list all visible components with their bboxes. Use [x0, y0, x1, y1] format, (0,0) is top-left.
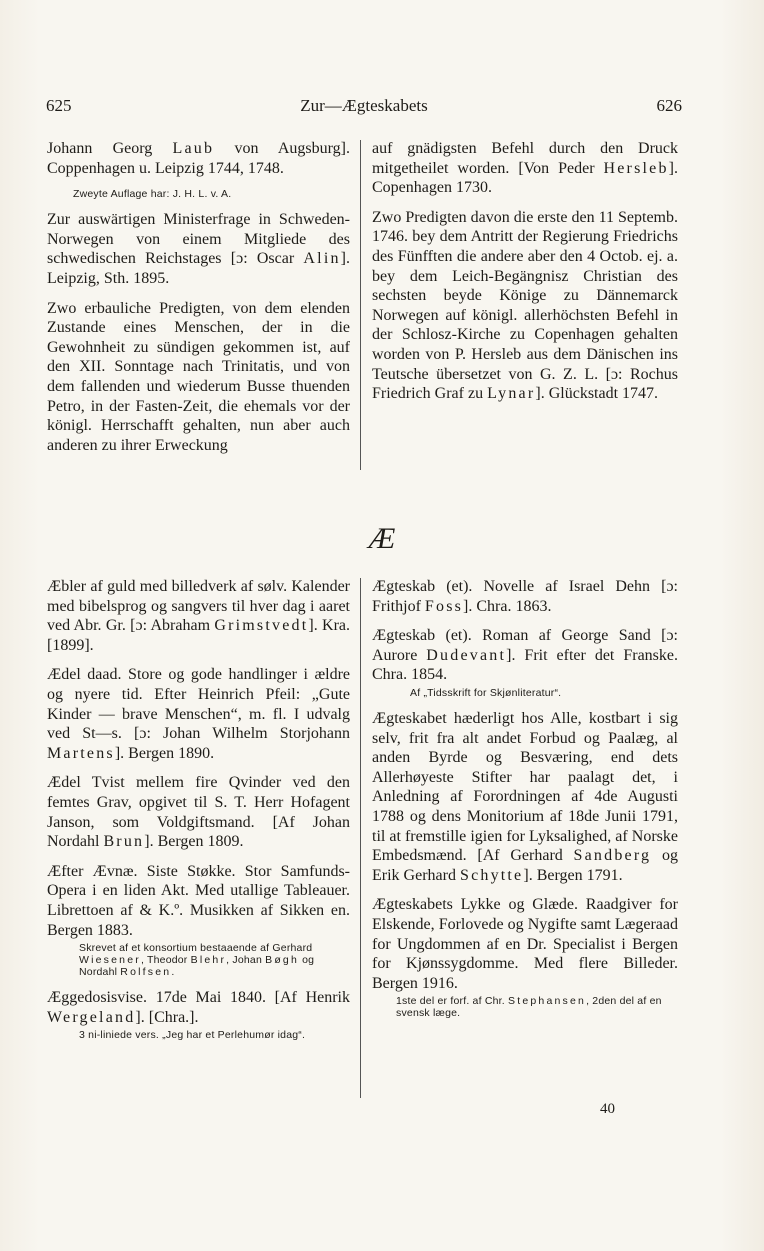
- entry: Æfter Ævnæ. Siste Støkke. Stor Samfunds-Opera i en liden Akt. Med utallige Tableauer. Librettoen af & K.º. Musikken af Sikken en. Bergen 1883.: [47, 862, 350, 939]
- entry: Ægteskab (et). Roman af George Sand [ɔ: Aurore Dudevant]. Frit efter det Franske. Chra. 1854.: [372, 627, 678, 684]
- entry: Ægteskab (et). Novelle af Israel Dehn [ɔ: Frithjof Foss]. Chra. 1863.: [372, 578, 678, 615]
- entry: Æbler af guld med billedverk af sølv. Kalender med bibelsprog og sangvers til hver dag i aaret ved Abr. Gr. [ɔ: Abraham Grimstvedt]. Kra. [1899].: [47, 578, 350, 654]
- entry-note: 1ste del er forf. af Chr. Stephansen, 2den del af en svensk læge.: [396, 995, 662, 1020]
- signature-mark: 40: [600, 1101, 615, 1117]
- page-number-left: 625: [46, 96, 72, 115]
- page-number-right: 626: [656, 96, 682, 115]
- entry-note: Skrevet af et konsortium bestaaende af Gerhard Wiesener, Theodor Blehr, Johan Bøgh og Nordahl Rolfsen.: [79, 942, 315, 979]
- entry: Ægteskabets Lykke og Glæde. Raadgiver for Elskende, Forlovede og Nygifte samt Lægeraad for Ungdommen af en Dr. Specialist i Bergen for Kjønssygdomme. Med flere Billeder. Bergen 1916.: [372, 896, 678, 992]
- section-letter: Æ: [368, 522, 396, 555]
- entry-note: Zweyte Auflage har: J. H. L. v. A.: [73, 188, 232, 201]
- page-header: [46, 96, 682, 122]
- top-right-column: [372, 139, 678, 414]
- bottom-right-column: [372, 577, 678, 1029]
- entry: Æggedosisvise. 17de Mai 1840. [Af Henrik Wergeland]. [Chra.].: [47, 989, 350, 1026]
- column-rule: [360, 140, 361, 470]
- entry: Zur auswärtigen Ministerfrage in Schweden-Norwegen von einem Mitgliede des schwedischen Reichstages [ɔ: Oscar Alin]. Leipzig, Sth. 1895.: [47, 211, 350, 287]
- entry: Ædel daad. Store og gode handlinger i ældre og nyere tid. Efter Heinrich Pfeil: „Gute Kinder — brave Menschen“, m. fl. I udvalg ved St—s. [ɔ: Johan Wilhelm Storjohann Martens]. Bergen 1890.: [47, 666, 350, 762]
- running-title: Zur—Ægteskabets: [300, 96, 428, 115]
- entry: Zwo erbauliche Predigten, von dem elenden Zustande eines Menschen, der in die Gewohnheit zu sündigen gekommen ist, auf den XII. Sonntage nach Trinitatis, und von dem fallenden und wiederum Busse thuenden Petro, in der Fasten-Zeit, die ehemals vor der königl. Herrschafft gehalten, nun aber auch anderen zu ihrer Erweckung: [47, 299, 350, 454]
- column-rule: [360, 578, 361, 1098]
- entry: Zwo Predigten davon die erste den 11 Septemb. 1746. bey dem Antritt der Regierung Friedrichs des Fünfften die andere aber den 4 Octob. ej. a. bey dem Leich-Begängnisz Christian des sechsten beyde Könige zu Dännemarck Norwegen auf königl. allerhöchsten Befehl in der Schlosz-Kirche zu Copenhagen gehalten worden von P. Hersleb aus dem Dänischen ins Teutsche übersetzet von G. Z. L. [ɔ: Rochus Friedrich Graf zu Lynar]. Glückstadt 1747.: [372, 208, 678, 403]
- entry-note: Af „Tidsskrift for Skjønliteratur“.: [410, 686, 562, 699]
- entry: Johann Georg Laub von Augsburg]. Coppenhagen u. Leipzig 1744, 1748.: [47, 140, 350, 177]
- entry: Ægteskabet hæderligt hos Alle, kostbart i sig selv, frit fra alt andet Forbud og Paalæg, al anden Byrde og Besværing, end dets Allerhøyeste Stifter har paalagt det, i Anledning af Forordningen af 4de Augusti 1788 og dens Monitorium af 18de Junii 1791, til at fremstille igien for Lyksalighed, af Norske Embedsmænd. [Af Gerhard Sandberg og Erik Gerhard Schytte]. Bergen 1791.: [372, 709, 679, 884]
- entry: Ædel Tvist mellem fire Qvinder ved den femtes Grav, opgivet til S. T. Herr Hofagent Janson, som Voldgiftsmand. [Af Johan Nordahl Brun]. Bergen 1809.: [47, 774, 350, 851]
- entry-note: 3 ni-liniede vers. „Jeg har et Perlehumør idag“.: [79, 1029, 306, 1042]
- entry: auf gnädigsten Befehl durch den Druck mitgetheilet worden. [Von Peder Hersleb]. Copenhagen 1730.: [372, 140, 678, 197]
- top-left-column: [47, 139, 350, 465]
- bottom-left-column: [47, 577, 350, 1051]
